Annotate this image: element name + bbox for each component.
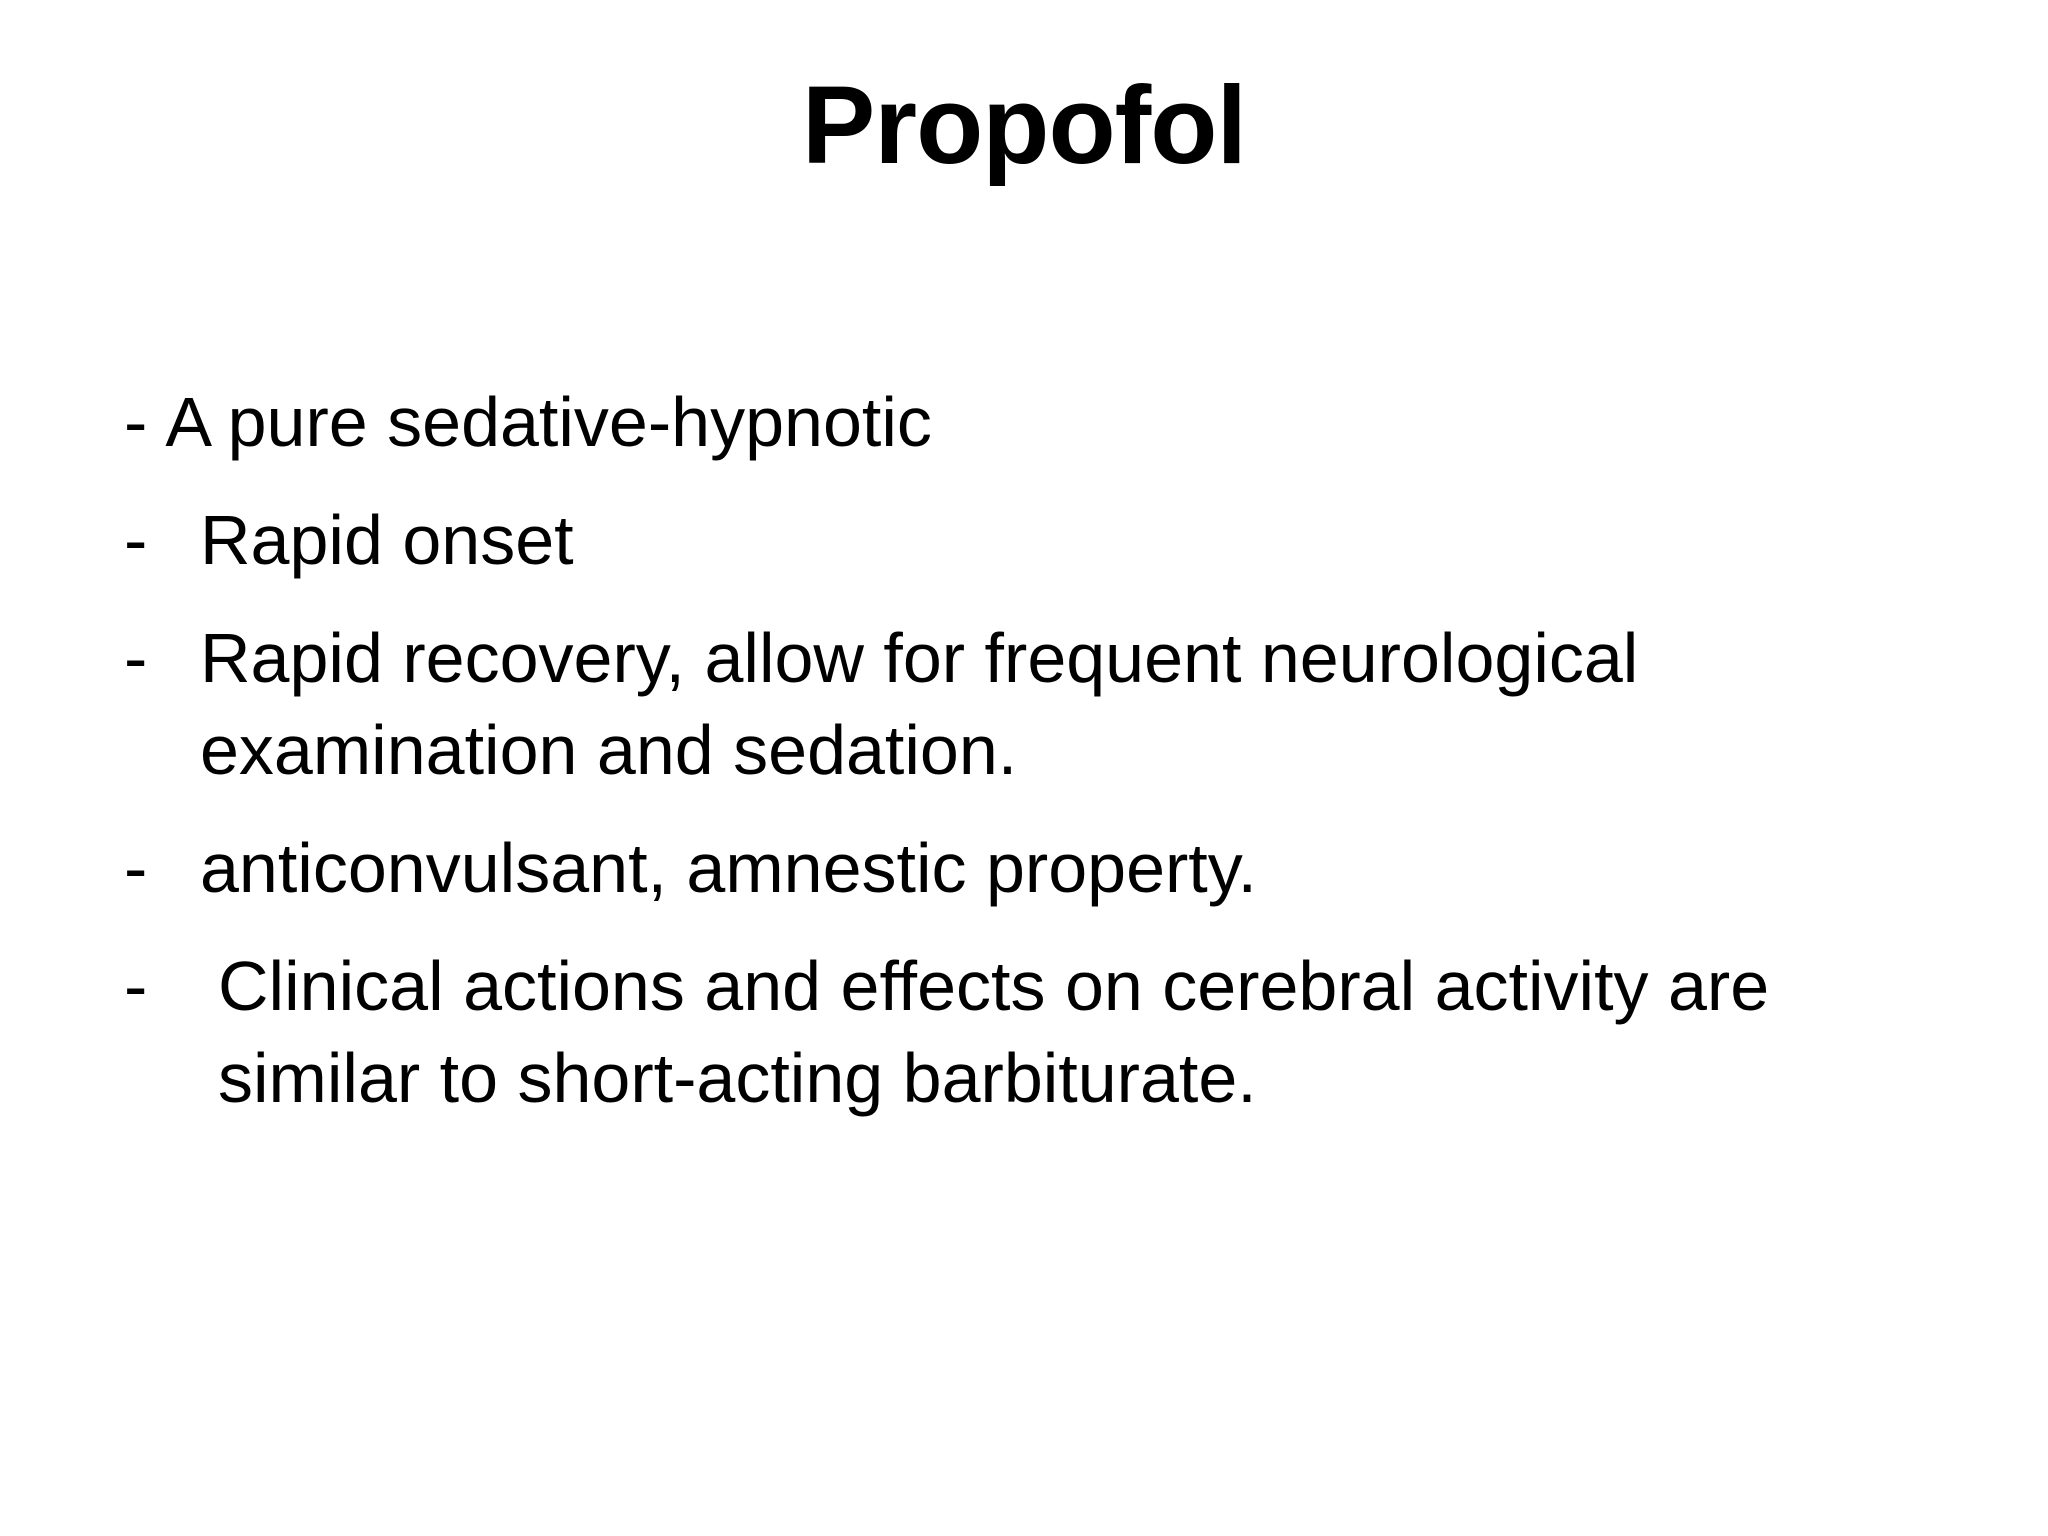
slide-title: Propofol [801, 64, 1247, 187]
bullet-marker: - [124, 383, 148, 461]
bullet-marker: - [124, 619, 148, 697]
bullet-marker: - [124, 947, 148, 1025]
bullet-item [124, 822, 1924, 914]
bullet-item [124, 494, 1924, 586]
bullet-text: anticonvulsant, amnestic property. [200, 829, 1258, 907]
bullet-text: A pure sedative-hypnotic [165, 383, 932, 461]
bullet-item [124, 376, 1924, 468]
bullet-list [124, 376, 1924, 1150]
bullet-marker: - [124, 829, 148, 907]
bullet-text: Clinical actions and effects on cerebral activity are similar to short-acting barbiturate. [218, 947, 1770, 1117]
bullet-item [124, 612, 1924, 796]
bullet-text: Rapid recovery, allow for frequent neurological examination and sedation. [200, 619, 1639, 789]
bullet-marker: - [124, 501, 148, 579]
bullet-item [124, 940, 1924, 1124]
bullet-text: Rapid onset [200, 501, 574, 579]
